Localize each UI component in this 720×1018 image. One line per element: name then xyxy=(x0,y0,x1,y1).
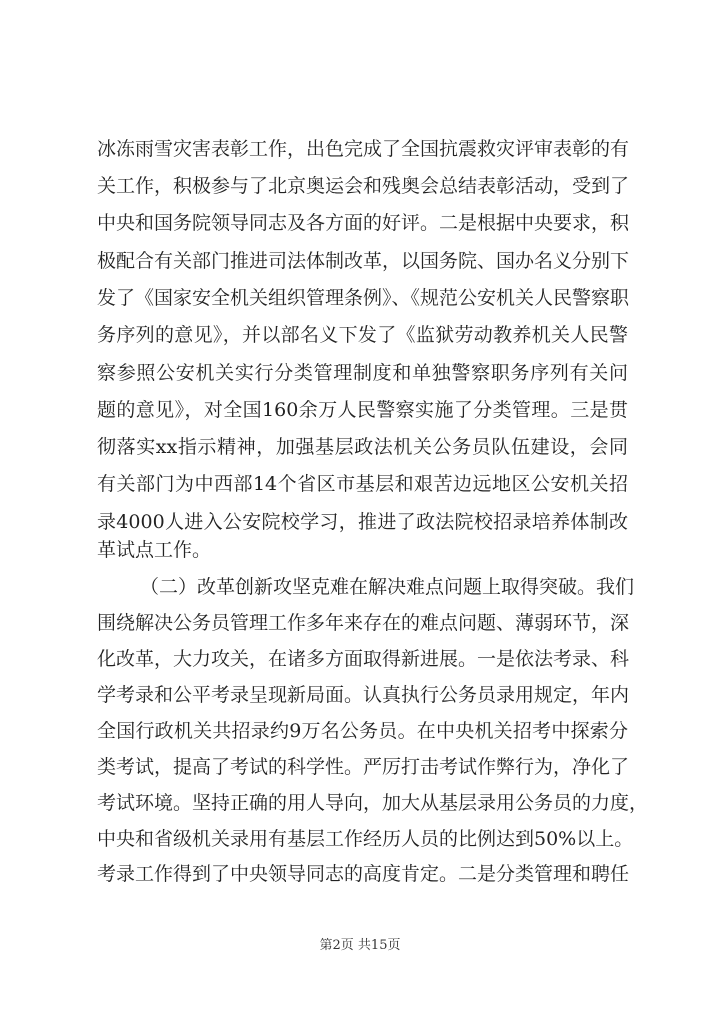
text-line: 冰冻雨雪灾害表彰工作，出色完成了全国抗震救灾评审表彰的有 xyxy=(97,138,630,160)
text-line: 录4000人进入公安院校学习，推进了政法院校招录培养体制改 xyxy=(97,511,628,533)
text-line: 革试点工作。 xyxy=(97,539,212,561)
text-line: 中央和国务院领导同志及各方面的好评。二是根据中央要求，积 xyxy=(97,212,630,234)
text-line: 察参照公安机关实行分类管理制度和单独警察职务序列有关问 xyxy=(97,362,628,384)
text-line: 考试环境。坚持正确的用人导向，加大从基层录用公务员的力度， xyxy=(97,792,649,814)
text-line: 有关部门为中西部14个省区市基层和艰苦边远地区公安机关招 xyxy=(97,473,628,495)
text-line: 发了《国家安全机关组织管理条例》、《规范公安机关人民警察职 xyxy=(97,287,630,309)
text-line: 题的意见》，对全国160余万人民警察实施了分类管理。三是贯 xyxy=(97,399,628,421)
text-line: （二）改革创新攻坚克难在解决难点问题上取得突破。我们 xyxy=(140,576,635,598)
text-line: 全国行政机关共招录约9万名公务员。在中央机关招考中探索分 xyxy=(97,720,628,742)
text-line: 极配合有关部门推进司法体制改革，以国务院、国办名义分别下 xyxy=(97,250,630,272)
text-line: 考录工作得到了中央领导同志的高度肯定。二是分类管理和聘任 xyxy=(97,863,630,885)
text-line: 化改革，大力攻关，在诸多方面取得新进展。一是依法考录、科 xyxy=(97,648,630,670)
text-line: 彻落实xx指示精神，加强基层政法机关公务员队伍建设，会同 xyxy=(97,436,628,458)
text-line: 关工作，积极参与了北京奥运会和残奥会总结表彰活动，受到了 xyxy=(97,175,630,197)
text-line: 学考录和公平考录呈现新局面。认真执行公务员录用规定，年内 xyxy=(97,684,630,706)
text-line: 务序列的意见》，并以部名义下发了《监狱劳动教养机关人民警 xyxy=(97,324,628,346)
text-line: 围绕解决公务员管理工作多年来存在的难点问题、薄弱环节，深 xyxy=(97,612,630,634)
text-line: 中央和省级机关录用有基层工作经历人员的比例达到50%以上。 xyxy=(97,828,634,850)
text-line: 类考试，提高了考试的科学性。严厉打击考试作弊行为，净化了 xyxy=(97,756,630,778)
page-number-footer: 第2页 共15页 xyxy=(319,938,401,953)
